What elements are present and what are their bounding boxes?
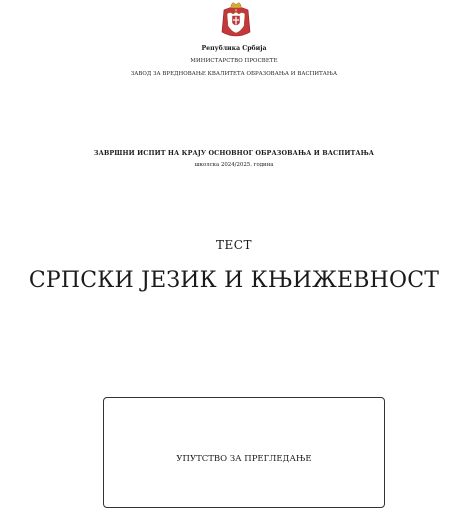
school-year: школска 2024/2025. година (194, 162, 274, 168)
test-label: ТЕСТ (216, 238, 252, 252)
exam-title: ЗАВРШНИ ИСПИТ НА КРАЈУ ОСНОВНОГ ОБРАЗОВАЊА И ВАСПИТАЊА (93, 149, 375, 157)
instructions-label: УПУТСТВО ЗА ПРЕГЛЕДАЊЕ (176, 454, 312, 464)
subject-title: СРПСКИ ЈЕЗИК И КЊИЖЕВНОСТ (28, 268, 440, 293)
serbian-coat-of-arms-icon (220, 2, 252, 40)
instructions-box (103, 397, 385, 508)
institute-name: ЗАВОД ЗА ВРЕДНОВАЊЕ КВАЛИТЕТА ОБРАЗОВАЊА И ВАСПИТАЊА (130, 71, 338, 77)
country-name: Република Србија (201, 45, 267, 52)
ministry-name: МИНИСТАРСТВО ПРОСВЕТЕ (190, 58, 278, 64)
